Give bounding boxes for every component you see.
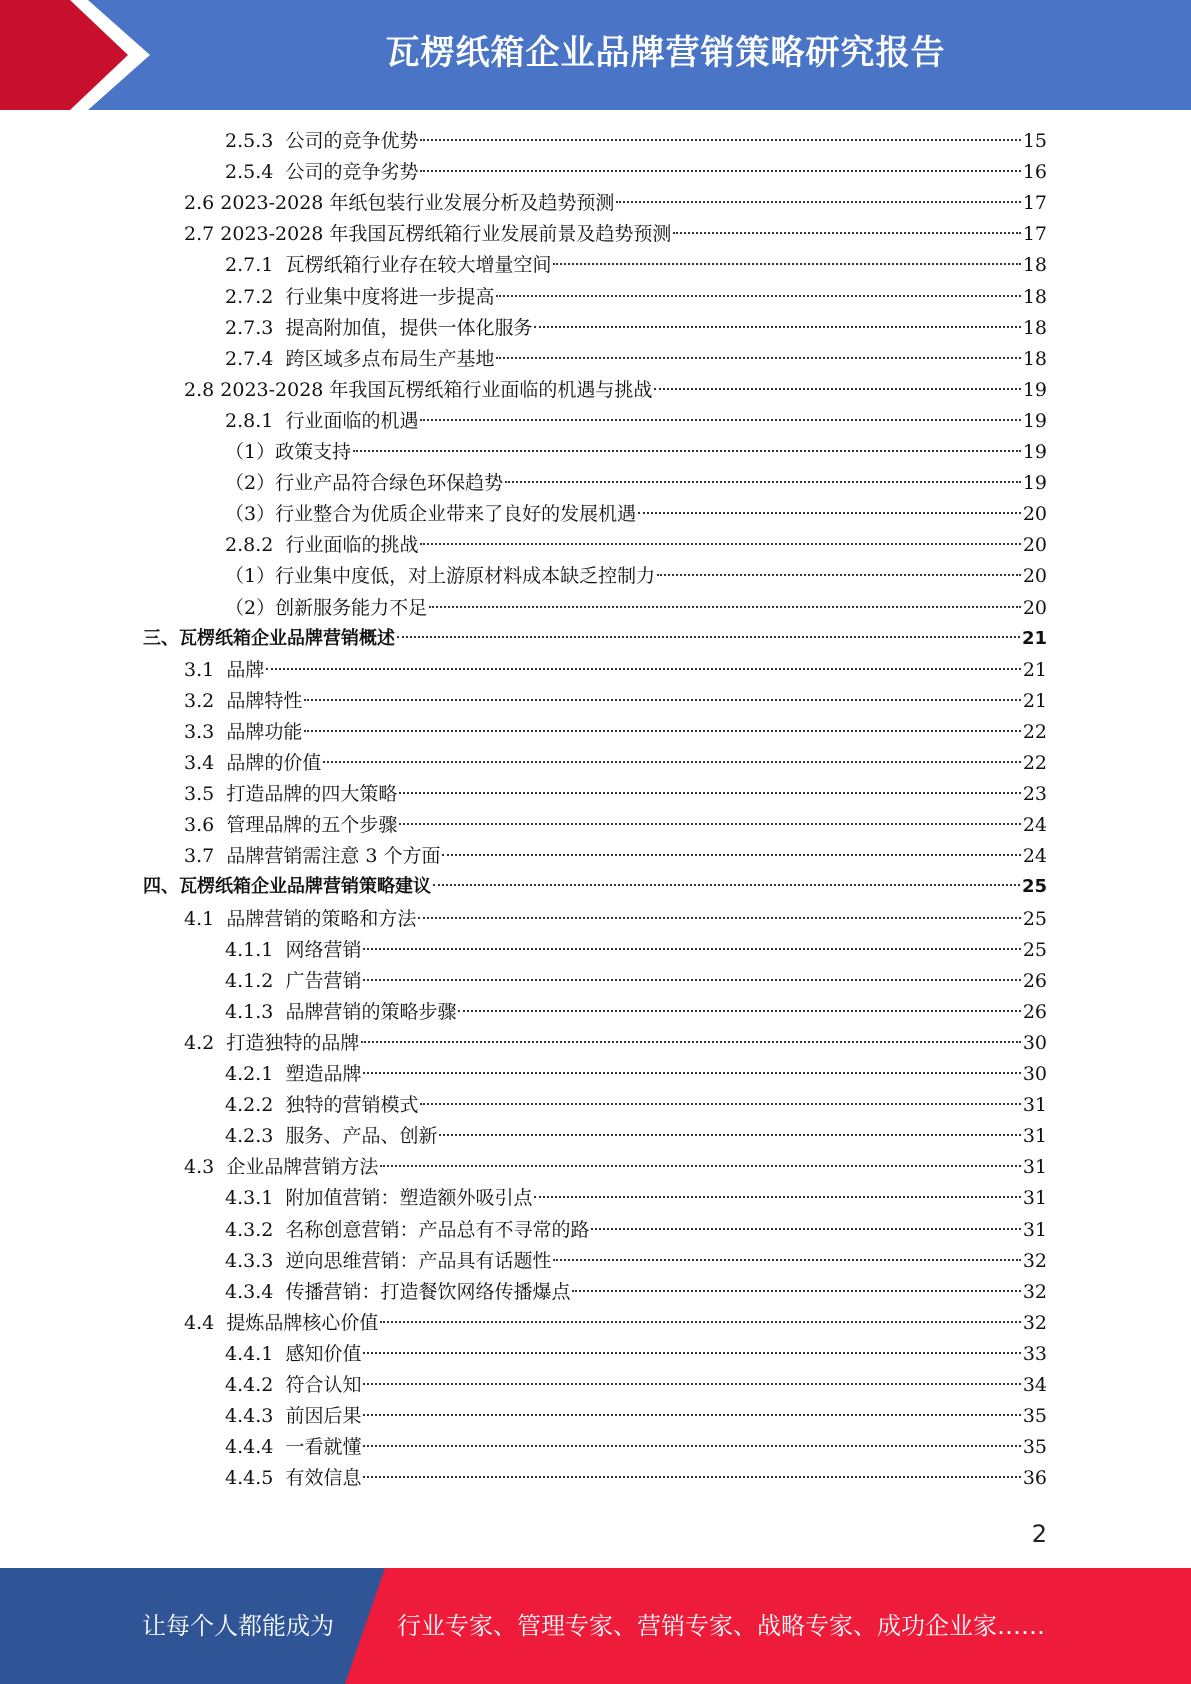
toc-leader-dots bbox=[399, 792, 1020, 794]
toc-entry-page: 36 bbox=[1022, 1467, 1047, 1490]
toc-entry-page: 18 bbox=[1022, 285, 1047, 308]
page-header bbox=[0, 0, 1191, 110]
toc-leader-dots bbox=[420, 1103, 1020, 1105]
toc-entry[interactable] bbox=[225, 127, 1047, 155]
toc-entry-page: 32 bbox=[1022, 1249, 1047, 1272]
toc-entry-title: 品牌功能 bbox=[226, 720, 303, 743]
toc-entry[interactable] bbox=[184, 220, 1047, 248]
toc-entry-page: 35 bbox=[1022, 1405, 1047, 1428]
toc-leader-dots bbox=[363, 979, 1020, 981]
page-number: 2 bbox=[1031, 1520, 1047, 1548]
toc-entry[interactable] bbox=[225, 345, 1047, 373]
toc-entry-page: 20 bbox=[1022, 503, 1047, 526]
toc-entry-page: 31 bbox=[1022, 1218, 1047, 1241]
toc-entry-number: 2.8 bbox=[184, 378, 215, 401]
toc-leader-dots bbox=[361, 1041, 1020, 1043]
toc-entry-page: 15 bbox=[1022, 130, 1047, 152]
toc-leader-dots bbox=[397, 636, 1020, 638]
toc-entry[interactable] bbox=[225, 1247, 1047, 1275]
toc-entry-title: 企业品牌营销方法 bbox=[226, 1156, 379, 1179]
toc-entry[interactable] bbox=[225, 531, 1047, 559]
toc-entry-page: 35 bbox=[1022, 1436, 1047, 1459]
toc-entry-title: 打造独特的品牌 bbox=[226, 1031, 360, 1054]
toc-entry-number: 3.6 bbox=[184, 814, 215, 837]
toc-entry[interactable] bbox=[225, 562, 1047, 590]
toc-entry-number: （2） bbox=[225, 472, 276, 495]
toc-entry-number: 2.7.1 bbox=[225, 254, 274, 277]
toc-entry-number: 四、 bbox=[143, 876, 179, 898]
toc-entry[interactable] bbox=[225, 1464, 1047, 1492]
toc-entry-page: 25 bbox=[1022, 907, 1047, 930]
toc-entry-title: 行业整合为优质企业带来了良好的发展机遇 bbox=[275, 503, 637, 526]
toc-leader-dots bbox=[534, 1196, 1020, 1198]
report-title: 瓦楞纸箱企业品牌营销策略研究报告 bbox=[385, 33, 946, 73]
toc-entry-number: 4.2 bbox=[184, 1031, 215, 1054]
toc-entry-number: 4.4 bbox=[184, 1311, 215, 1334]
toc-entry-number: 4.2.3 bbox=[225, 1125, 274, 1148]
toc-leader-dots bbox=[673, 232, 1020, 234]
toc-entry-page: 20 bbox=[1022, 565, 1047, 588]
toc-entry-page: 31 bbox=[1022, 1187, 1047, 1210]
toc-entry-page: 18 bbox=[1022, 254, 1047, 277]
toc-entry-title: 品牌的价值 bbox=[226, 752, 322, 774]
toc-entry-number: 3.4 bbox=[184, 752, 215, 774]
toc-entry-title: 名称创意营销：产品总有不寻常的路 bbox=[285, 1218, 590, 1241]
toc-entry-number: 4.4.1 bbox=[225, 1342, 274, 1365]
toc-leader-dots bbox=[363, 1072, 1020, 1074]
toc-leader-dots bbox=[496, 357, 1020, 359]
toc-entry-title: 公司的竞争劣势 bbox=[285, 161, 419, 184]
toc-entry[interactable] bbox=[225, 1122, 1047, 1150]
toc-entry-title: 独特的营销模式 bbox=[285, 1094, 419, 1117]
toc-entry-number: 4.4.5 bbox=[225, 1467, 274, 1490]
toc-entry-title: 打造品牌的四大策略 bbox=[226, 783, 398, 806]
toc-entry-title: 政策支持 bbox=[275, 441, 352, 463]
toc-entry-page: 34 bbox=[1022, 1374, 1047, 1396]
toc-entry-page: 17 bbox=[1022, 192, 1047, 215]
toc-entry-number: 2.5.4 bbox=[225, 161, 274, 184]
toc-entry-number: 4.3 bbox=[184, 1156, 215, 1179]
toc-entry-title: 管理品牌的五个步骤 bbox=[226, 814, 398, 837]
toc-leader-dots bbox=[534, 326, 1020, 328]
toc-entry-number: 3.1 bbox=[184, 658, 215, 681]
toc-entry[interactable] bbox=[184, 1309, 1047, 1337]
toc-entry[interactable] bbox=[225, 314, 1047, 342]
toc-leader-dots bbox=[380, 1165, 1020, 1167]
toc-entry-title: 行业面临的机遇 bbox=[285, 409, 419, 432]
toc-entry[interactable] bbox=[143, 873, 1047, 901]
toc-leader-dots bbox=[363, 1476, 1020, 1478]
toc-entry-page: 24 bbox=[1022, 814, 1047, 837]
toc-entry[interactable] bbox=[184, 1029, 1047, 1057]
toc-leader-dots bbox=[323, 761, 1020, 763]
toc-entry-number: 2.7.2 bbox=[225, 285, 274, 308]
toc-entry-page: 19 bbox=[1022, 472, 1047, 495]
toc-entry-number: 2.6 bbox=[184, 192, 215, 215]
toc-entry-page: 19 bbox=[1022, 441, 1047, 463]
toc-leader-dots bbox=[363, 948, 1020, 950]
toc-entry-title: 行业产品符合绿色环保趋势 bbox=[275, 472, 504, 495]
toc-leader-dots bbox=[433, 884, 1020, 886]
toc-entry-page: 22 bbox=[1022, 720, 1047, 743]
toc-entry[interactable] bbox=[184, 376, 1047, 404]
toc-entry-number: 4.2.2 bbox=[225, 1094, 274, 1117]
toc-entry-number: 4.1.1 bbox=[225, 938, 274, 961]
toc-entry-number: 三、 bbox=[143, 627, 179, 649]
toc-entry-page: 31 bbox=[1022, 1125, 1047, 1148]
toc-entry-title: 品牌营销的策略和方法 bbox=[226, 907, 417, 930]
toc-entry-number: （1） bbox=[225, 441, 276, 463]
toc-entry-title: 有效信息 bbox=[285, 1467, 362, 1490]
toc-entry[interactable] bbox=[225, 251, 1047, 279]
toc-entry-page: 25 bbox=[1021, 876, 1047, 898]
toc-entry-number: 4.1 bbox=[184, 907, 215, 930]
toc-leader-dots bbox=[553, 1259, 1020, 1261]
toc-entry-title: 品牌营销的策略步骤 bbox=[285, 1000, 457, 1023]
toc-entry-title: 附加值营销：塑造额外吸引点 bbox=[285, 1187, 533, 1210]
toc-entry-title: 品牌 bbox=[226, 658, 265, 681]
toc-entry-number: 4.1.3 bbox=[225, 1000, 274, 1023]
toc-entry-page: 30 bbox=[1022, 1063, 1047, 1085]
toc-entry-title: 行业集中度将进一步提高 bbox=[285, 285, 495, 308]
toc-leader-dots bbox=[496, 295, 1020, 297]
toc-entry-number: 3.3 bbox=[184, 720, 215, 743]
toc-entry-title: 瓦楞纸箱企业品牌营销策略建议 bbox=[179, 876, 431, 898]
toc-entry-title: 感知价值 bbox=[285, 1342, 362, 1365]
toc-leader-dots bbox=[553, 263, 1020, 265]
toc-entry[interactable] bbox=[184, 1153, 1047, 1181]
toc-entry-title: 提炼品牌核心价值 bbox=[226, 1311, 379, 1334]
toc-entry[interactable] bbox=[184, 905, 1047, 933]
toc-entry-number: 2.8.2 bbox=[225, 534, 274, 557]
toc-entry-number: 3.2 bbox=[184, 689, 215, 712]
toc-leader-dots bbox=[616, 201, 1020, 203]
toc-entry-page: 33 bbox=[1022, 1342, 1047, 1365]
toc-entry-number: 2.7 bbox=[184, 223, 215, 246]
toc-leader-dots bbox=[442, 854, 1020, 856]
toc-entry[interactable] bbox=[225, 1216, 1047, 1244]
toc-entry-page: 21 bbox=[1022, 689, 1047, 712]
toc-entry[interactable] bbox=[225, 1091, 1047, 1119]
toc-entry-page: 30 bbox=[1022, 1031, 1047, 1054]
toc-entry[interactable] bbox=[225, 469, 1047, 497]
toc-entry-number: 2.7.3 bbox=[225, 316, 274, 339]
toc-entry-title: 一看就懂 bbox=[285, 1436, 362, 1459]
toc-leader-dots bbox=[505, 481, 1021, 483]
toc-leader-dots bbox=[420, 139, 1020, 141]
toc-leader-dots bbox=[429, 606, 1021, 608]
toc-entry-number: 4.3.2 bbox=[225, 1218, 274, 1241]
toc-leader-dots bbox=[458, 1010, 1020, 1012]
toc-entry-number: （2） bbox=[225, 596, 276, 619]
toc-entry-number: （3） bbox=[225, 503, 276, 526]
toc-entry-page: 21 bbox=[1022, 658, 1047, 681]
toc-entry[interactable] bbox=[225, 283, 1047, 311]
toc-entry[interactable] bbox=[225, 967, 1047, 995]
toc-entry-page: 20 bbox=[1022, 596, 1047, 619]
toc-entry[interactable] bbox=[225, 1340, 1047, 1368]
toc-entry-page: 21 bbox=[1021, 627, 1047, 649]
toc-leader-dots bbox=[363, 1352, 1020, 1354]
toc-leader-dots bbox=[363, 1383, 1020, 1385]
toc-leader-dots bbox=[380, 1321, 1020, 1323]
toc-entry-page: 16 bbox=[1022, 161, 1047, 184]
toc-entry[interactable] bbox=[143, 625, 1047, 653]
toc-entry[interactable] bbox=[184, 687, 1047, 715]
toc-entry[interactable] bbox=[184, 718, 1047, 746]
toc-entry-title: 前因后果 bbox=[285, 1405, 362, 1428]
toc-entry-number: 4.3.1 bbox=[225, 1187, 274, 1210]
toc-entry[interactable] bbox=[184, 656, 1047, 684]
toc-entry-title: 2023-2028 年我国瓦楞纸箱行业发展前景及趋势预测 bbox=[220, 223, 672, 246]
toc-leader-dots bbox=[657, 574, 1021, 576]
toc-entry-number: 3.7 bbox=[184, 845, 215, 868]
toc-entry-page: 26 bbox=[1022, 1000, 1047, 1023]
toc-entry-page: 23 bbox=[1022, 783, 1047, 806]
toc-entry-title: 提高附加值，提供一体化服务 bbox=[285, 316, 533, 339]
toc-entry[interactable] bbox=[225, 438, 1047, 466]
toc-leader-dots bbox=[399, 823, 1020, 825]
toc-entry-title: 品牌特性 bbox=[226, 689, 303, 712]
toc-entry[interactable] bbox=[225, 1402, 1047, 1430]
toc-entry-title: 广告营销 bbox=[285, 969, 362, 992]
toc-entry-page: 26 bbox=[1022, 969, 1047, 992]
footer-slogan-left: 让每个人都能成为 bbox=[142, 1612, 334, 1640]
toc-entry-title: 2023-2028 年我国瓦楞纸箱行业面临的机遇与挑战 bbox=[220, 378, 653, 401]
toc-entry-number: 4.2.1 bbox=[225, 1063, 274, 1085]
toc-entry[interactable] bbox=[184, 780, 1047, 808]
toc-entry-title: 传播营销：打造餐饮网络传播爆点 bbox=[285, 1280, 571, 1303]
toc-leader-dots bbox=[572, 1290, 1020, 1292]
toc-entry-title: 瓦楞纸箱企业品牌营销概述 bbox=[179, 627, 395, 649]
toc-entry-title: 瓦楞纸箱行业存在较大增量空间 bbox=[285, 254, 552, 277]
toc-entry-title: 服务、产品、创新 bbox=[285, 1125, 438, 1148]
toc-entry[interactable] bbox=[184, 842, 1047, 870]
toc-leader-dots bbox=[638, 512, 1021, 514]
toc-entry-page: 22 bbox=[1022, 752, 1047, 774]
toc-entry-page: 32 bbox=[1022, 1311, 1047, 1334]
toc-entry-number: 4.1.2 bbox=[225, 969, 274, 992]
toc-entry[interactable] bbox=[184, 189, 1047, 217]
toc-leader-dots bbox=[353, 450, 1021, 452]
toc-leader-dots bbox=[591, 1228, 1020, 1230]
toc-entry-title: 创新服务能力不足 bbox=[275, 596, 428, 619]
toc-entry-number: 3.5 bbox=[184, 783, 215, 806]
toc-entry-number: （1） bbox=[225, 565, 276, 588]
toc-entry-number: 2.7.4 bbox=[225, 347, 274, 370]
toc-entry[interactable] bbox=[225, 407, 1047, 435]
toc-entry-page: 32 bbox=[1022, 1280, 1047, 1303]
toc-leader-dots bbox=[420, 170, 1020, 172]
toc-leader-dots bbox=[363, 1414, 1020, 1416]
footer-slogan-right: 行业专家、管理专家、营销专家、战略专家、成功企业家…… bbox=[397, 1612, 1045, 1640]
toc-leader-dots bbox=[266, 668, 1020, 670]
toc-entry[interactable] bbox=[225, 594, 1047, 622]
toc-entry-page: 20 bbox=[1022, 534, 1047, 557]
toc-entry[interactable] bbox=[225, 158, 1047, 186]
toc-entry-title: 塑造品牌 bbox=[285, 1063, 362, 1085]
toc-entry-title: 行业集中度低，对上游原材料成本缺乏控制力 bbox=[275, 565, 656, 588]
toc-entry-page: 17 bbox=[1022, 223, 1047, 246]
toc-entry[interactable] bbox=[225, 1278, 1047, 1306]
toc-entry-number: 4.3.4 bbox=[225, 1280, 274, 1303]
toc-entry-title: 符合认知 bbox=[285, 1374, 362, 1396]
toc-entry[interactable] bbox=[225, 936, 1047, 964]
toc-entry-page: 18 bbox=[1022, 316, 1047, 339]
toc-entry-number: 2.5.3 bbox=[225, 130, 274, 152]
toc-leader-dots bbox=[420, 419, 1020, 421]
toc-entry-number: 2.8.1 bbox=[225, 409, 274, 432]
toc-entry[interactable] bbox=[225, 1184, 1047, 1212]
toc-entry-number: 4.3.3 bbox=[225, 1249, 274, 1272]
toc-entry[interactable] bbox=[225, 500, 1047, 528]
toc-entry-page: 25 bbox=[1022, 938, 1047, 961]
toc-leader-dots bbox=[439, 1134, 1020, 1136]
toc-entry-page: 31 bbox=[1022, 1094, 1047, 1117]
toc-entry-title: 行业面临的挑战 bbox=[285, 534, 419, 557]
toc-entry[interactable] bbox=[225, 998, 1047, 1026]
toc-entry-page: 19 bbox=[1022, 409, 1047, 432]
page-footer bbox=[0, 1568, 1191, 1684]
toc-entry-title: 逆向思维营销：产品具有话题性 bbox=[285, 1249, 552, 1272]
toc-entry[interactable] bbox=[225, 1060, 1047, 1088]
toc-entry[interactable] bbox=[225, 1433, 1047, 1461]
toc-entry[interactable] bbox=[184, 811, 1047, 839]
toc-leader-dots bbox=[420, 543, 1020, 545]
toc-entry-number: 4.4.3 bbox=[225, 1405, 274, 1428]
toc-leader-dots bbox=[304, 699, 1020, 701]
toc-entry-title: 跨区域多点布局生产基地 bbox=[285, 347, 495, 370]
toc-leader-dots bbox=[654, 388, 1020, 390]
toc-leader-dots bbox=[418, 917, 1020, 919]
toc-entry-page: 18 bbox=[1022, 347, 1047, 370]
toc-entry-title: 品牌营销需注意 3 个方面 bbox=[226, 845, 441, 868]
toc-entry-page: 31 bbox=[1022, 1156, 1047, 1179]
toc-leader-dots bbox=[363, 1445, 1020, 1447]
toc-entry-title: 2023-2028 年纸包装行业发展分析及趋势预测 bbox=[220, 192, 615, 215]
toc-entry[interactable] bbox=[225, 1371, 1047, 1399]
toc-entry-number: 4.4.4 bbox=[225, 1436, 274, 1459]
toc-entry-number: 4.4.2 bbox=[225, 1374, 274, 1396]
toc-entry-title: 公司的竞争优势 bbox=[285, 130, 419, 152]
toc-entry-page: 24 bbox=[1022, 845, 1047, 868]
toc-entry-title: 网络营销 bbox=[285, 938, 362, 961]
toc-entry[interactable] bbox=[184, 749, 1047, 777]
toc-entry-page: 19 bbox=[1022, 378, 1047, 401]
toc-leader-dots bbox=[304, 730, 1020, 732]
